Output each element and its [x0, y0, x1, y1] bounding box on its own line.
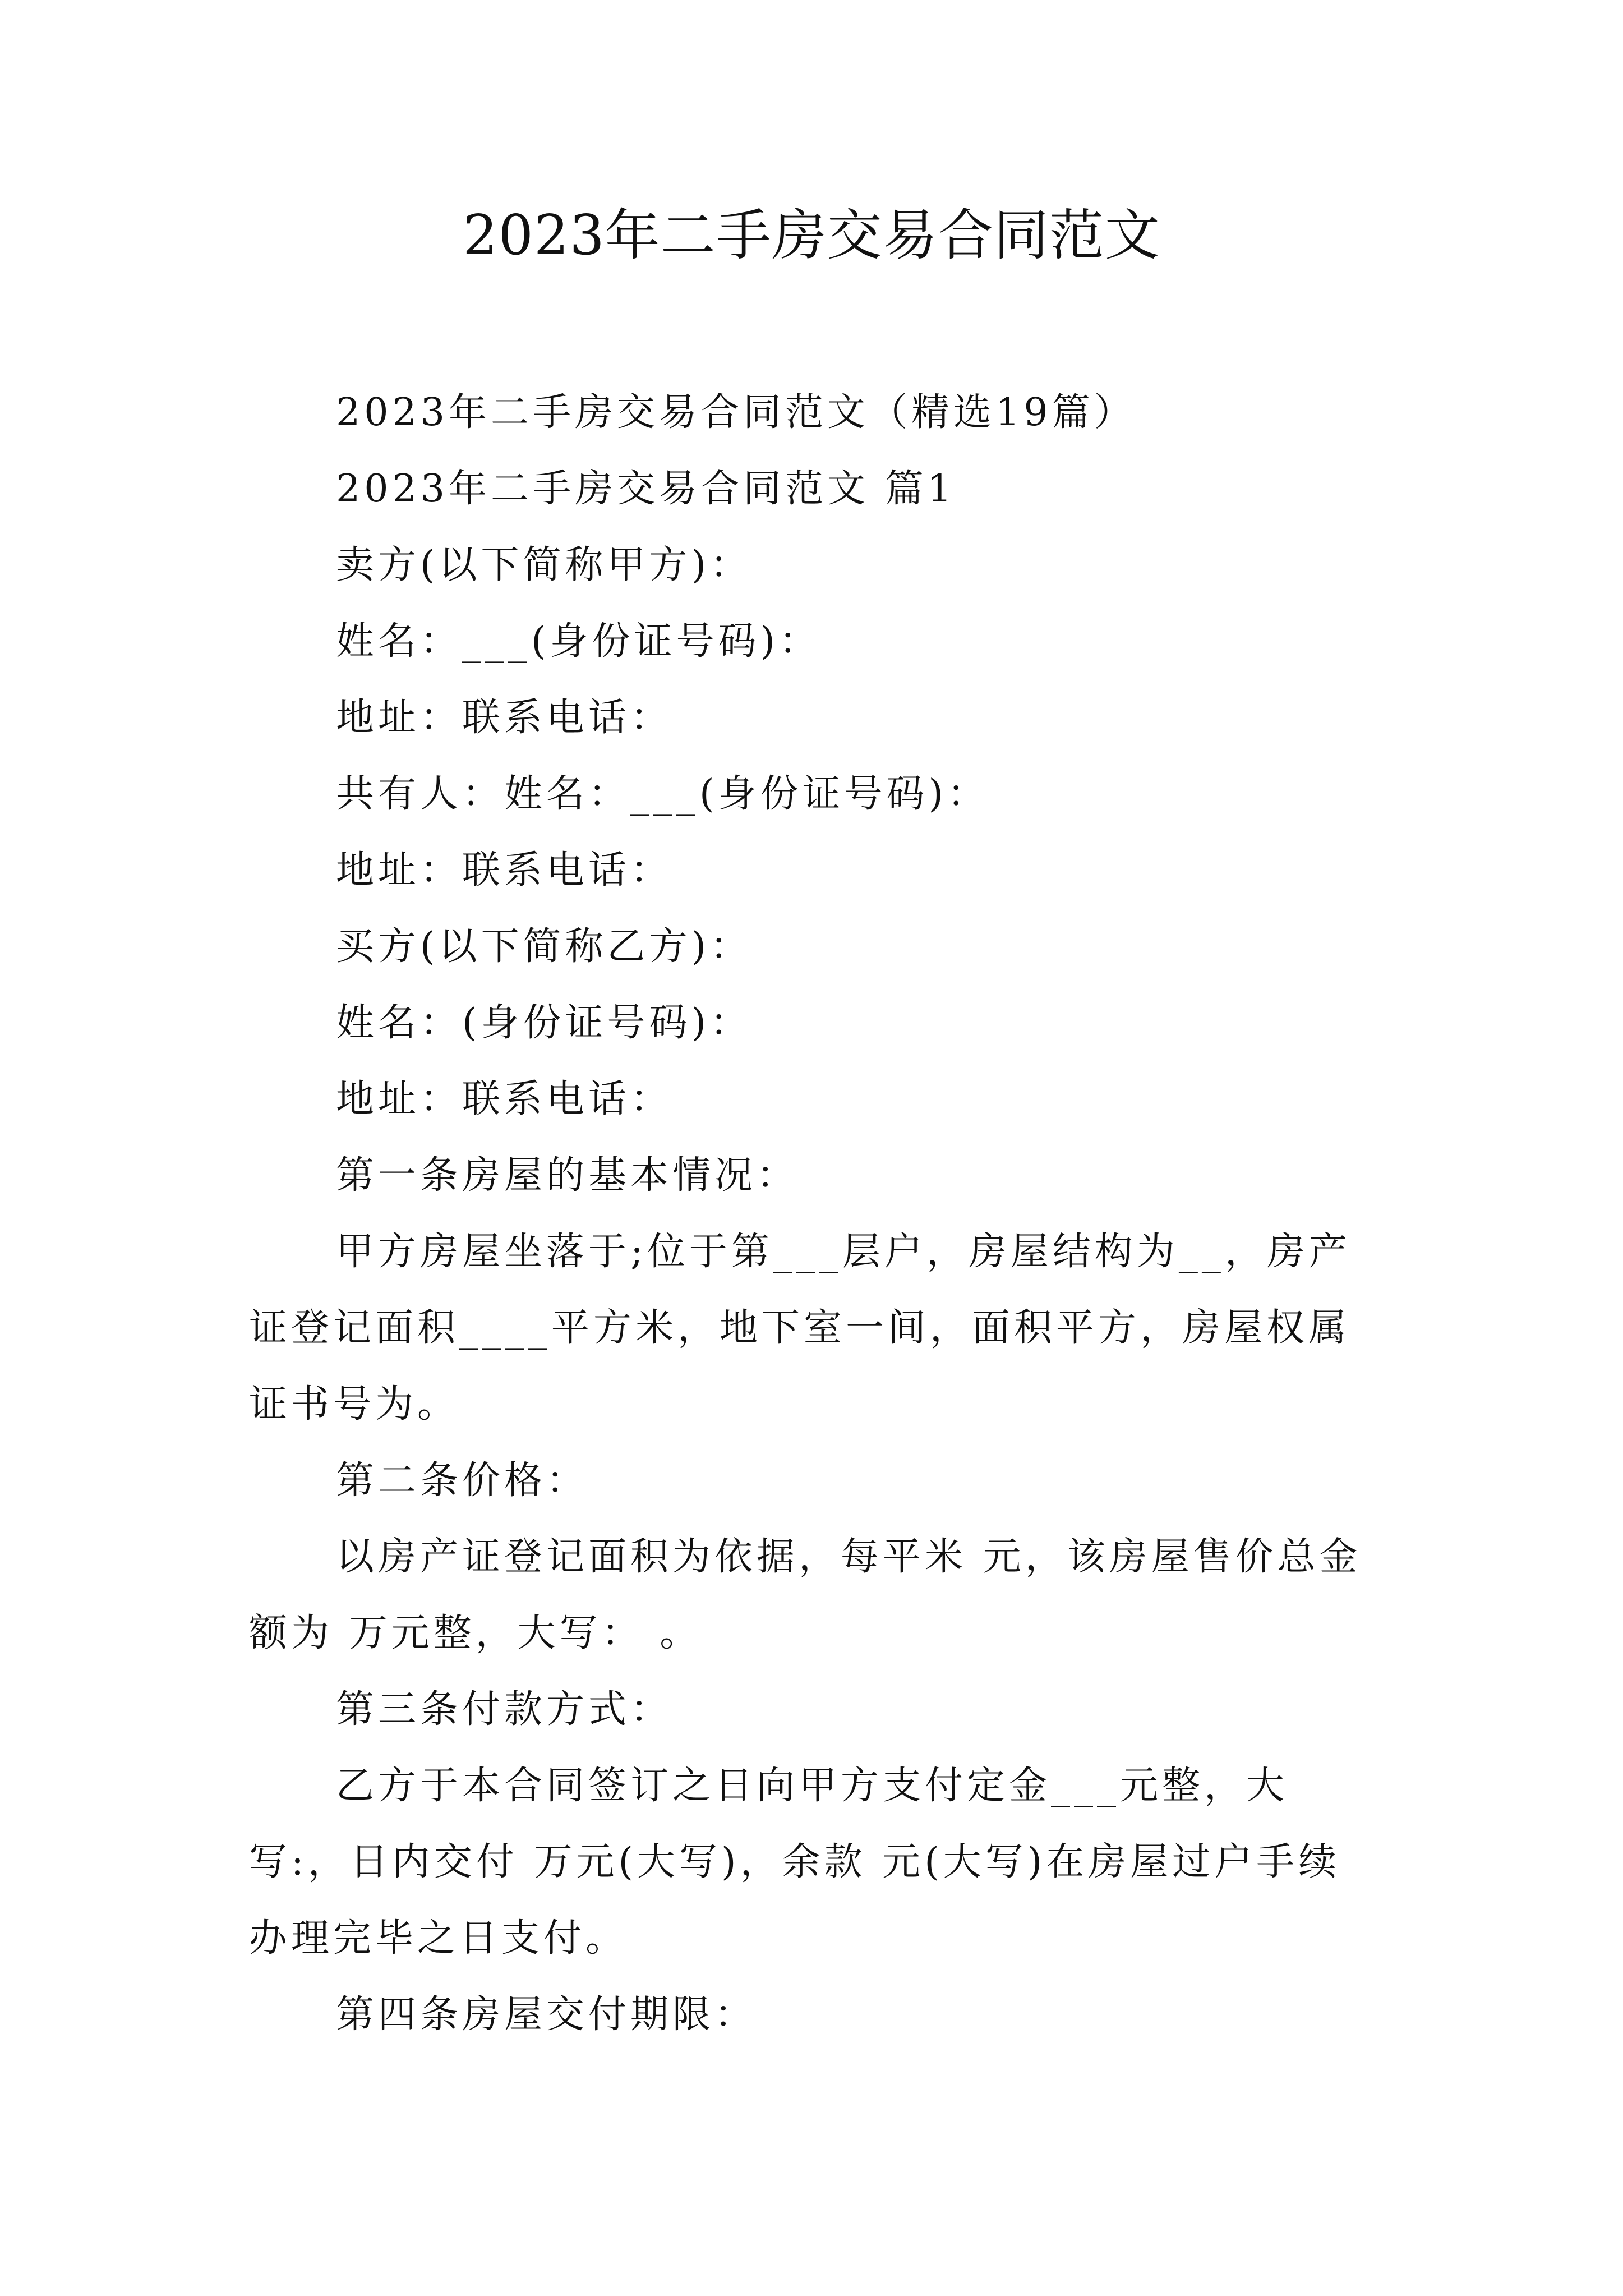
article-4-heading: 第四条房屋交付期限： [336, 1993, 757, 2037]
document-title: 2023年二手房交易合同范文 [463, 204, 1160, 268]
article-2-heading: 第二条价格： [336, 1458, 589, 1503]
seller-heading: 卖方(以下简称甲方)： [336, 543, 753, 587]
document-body [249, 375, 1373, 2053]
buyer-address-line: 地址：联系电话： [336, 1077, 673, 1121]
co-owner-address-line: 地址：联系电话： [336, 848, 673, 892]
section-heading: 2023年二手房交易合同范文 篇1 [336, 467, 956, 511]
buyer-name-line: 姓名：(身份证号码)： [336, 1001, 753, 1045]
co-owner-name-line: 共有人：姓名：___(身份证号码)： [336, 772, 990, 816]
article-1-heading: 第一条房屋的基本情况： [336, 1153, 799, 1198]
article-3-body: 乙方于本合同签订之日向甲方支付定金___元整，大写:，日内交付 万元(大写)，余款 元(大写)在房屋过户手续办理完毕之日支付。 [249, 1764, 1341, 1961]
seller-address-line: 地址：联系电话： [336, 696, 673, 740]
buyer-heading: 买方(以下简称乙方)： [336, 924, 753, 969]
article-2-body: 以房产证登记面积为依据，每平米 元，该房屋售价总金额为 万元整，大写： 。 [249, 1535, 1362, 1655]
seller-name-line: 姓名：___(身份证号码)： [336, 619, 822, 664]
article-3-heading: 第三条付款方式： [336, 1687, 673, 1732]
article-1-body: 甲方房屋坐落于;位于第___层户，房屋结构为__，房产证登记面积____平方米，地下室一间，面积平方，房屋权属证书号为。 [249, 1230, 1351, 1427]
subtitle-paragraph: 2023年二手房交易合同范文（精选19篇） [336, 390, 1136, 435]
